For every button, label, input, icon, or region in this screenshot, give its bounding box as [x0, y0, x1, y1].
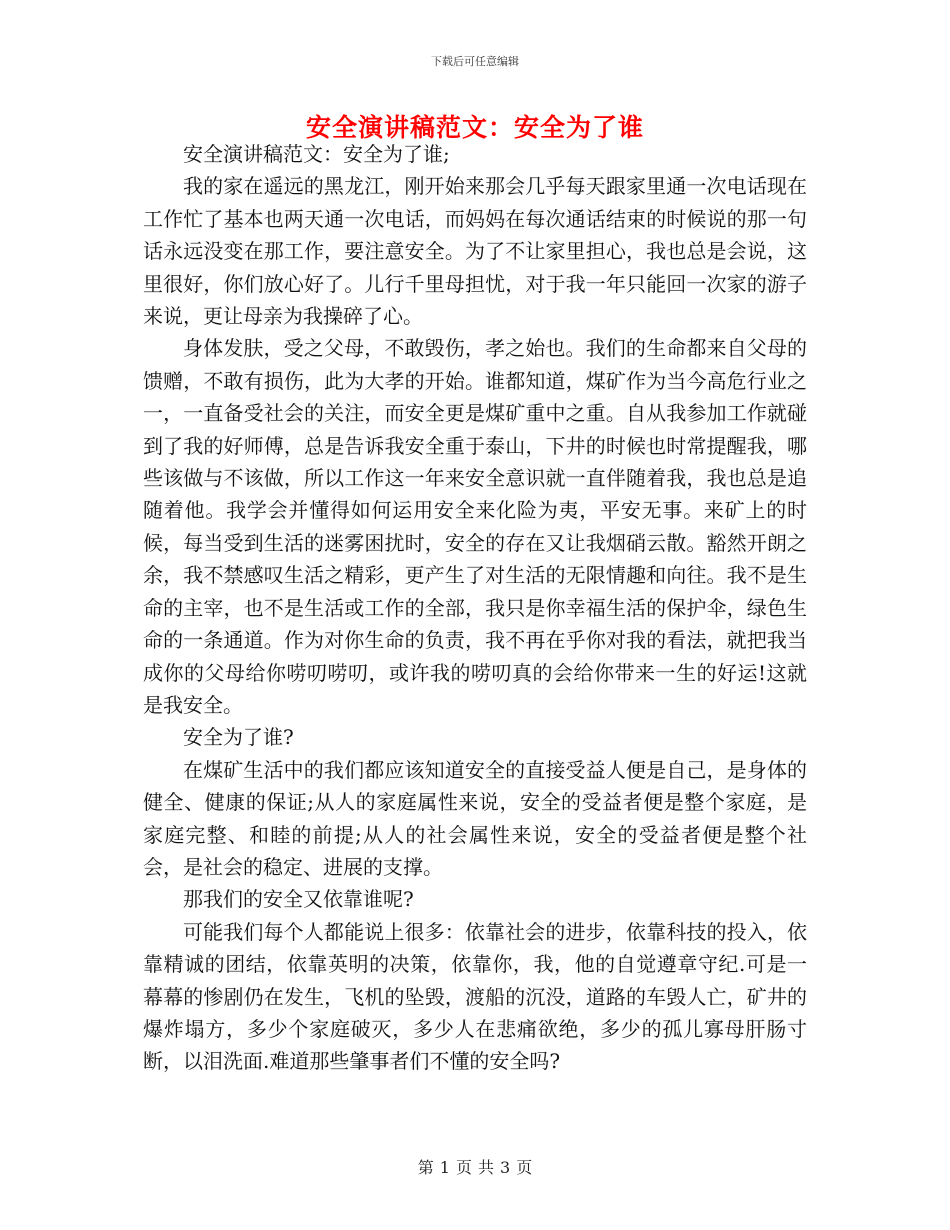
paragraph-question-who: 安全为了谁?	[183, 725, 294, 750]
page-header-note: 下载后可任意编辑	[431, 55, 519, 68]
footer-page-word: 页	[455, 1158, 472, 1177]
paragraph-beneficiary: 在煤矿生活中的我们都应该知道安全的直接受益人便是自己，是身体的健全、健康的保证;从人的家庭属性来说，安全的受益者便是整个家庭，是家庭完整、和睦的前提;从人的社会属性来说，安全的受益者便是整个社会，是社会的稳定、进展的支撑。	[143, 757, 807, 879]
paragraph-family: 我的家在遥远的黑龙江，刚开始来那会几乎每天跟家里通一次电话现在工作忙了基本也两天通一次电话，而妈妈在每次通话结束的时候说的那一句话永远没变在那工作，要注意安全。为了不让家里担心，我也总是会说，这里很好，你们放心好了。儿行千里母担忧，对于我一年只能回一次家的游子来说，更让母亲为我操碎了心。	[143, 174, 807, 329]
footer-prefix: 第	[417, 1158, 434, 1177]
paragraph-parents-gift: 身体发肤，受之父母，不敢毁伤，孝之始也。我们的生命都来自父母的馈赠，不敢有损伤，此为大孝的开始。谁都知道，煤矿作为当今高危行业之一，一直备受社会的关注，而安全更是煤矿重中之重。自从我参加工作就碰到了我的好师傅，总是告诉我安全重于泰山，下井的时候也时常提醒我，哪些该做与不该做，所以工作这一年来安全意识就一直伴随着我，我也总是追随着他。我学会并懂得如何运用安全来化险为夷，平安无事。来矿上的时候，每当受到生活的迷雾困扰时，安全的存在又让我烟硝云散。豁然开朗之余，我不禁感叹生活之精彩，更产生了对生活的无限情趣和向往。我不是生命的主宰，也不是生活或工作的全部，我只是你幸福生活的保护伞，绿色生命的一条通道。作为对你生命的负责，我不再在乎你对我的看法，就把我当成你的父母给你唠叨唠叨，或许我的唠叨真的会给你带来一生的好运!这就是我安全。	[143, 336, 807, 717]
document-body	[143, 138, 807, 1078]
paragraph-question-rely: 那我们的安全又依靠谁呢?	[183, 887, 414, 912]
footer-current-page: 1	[439, 1158, 450, 1177]
footer-suffix: 页	[516, 1158, 533, 1177]
paragraph-intro: 安全演讲稿范文：安全为了谁;	[183, 142, 450, 166]
page-footer	[0, 1155, 950, 1178]
document-title: 安全演讲稿范文：安全为了谁	[305, 113, 644, 142]
footer-total-word: 共	[478, 1158, 495, 1177]
paragraph-rely-answer: 可能我们每个人都能说上很多：依靠社会的进步，依靠科技的投入，依靠精诚的团结，依靠英明的决策，依靠你，我，他的自觉遵章守纪.可是一幕幕的惨剧仍在发生，飞机的坠毁，渡船的沉没，道路的车毁人亡，矿井的爆炸塌方，多少个家庭破灭，多少人在悲痛欲绝，多少的孤儿寡母肝肠寸断，以泪洗面.难道那些肇事者们不懂的安全吗?	[143, 919, 807, 1074]
footer-total-pages: 3	[500, 1158, 511, 1177]
